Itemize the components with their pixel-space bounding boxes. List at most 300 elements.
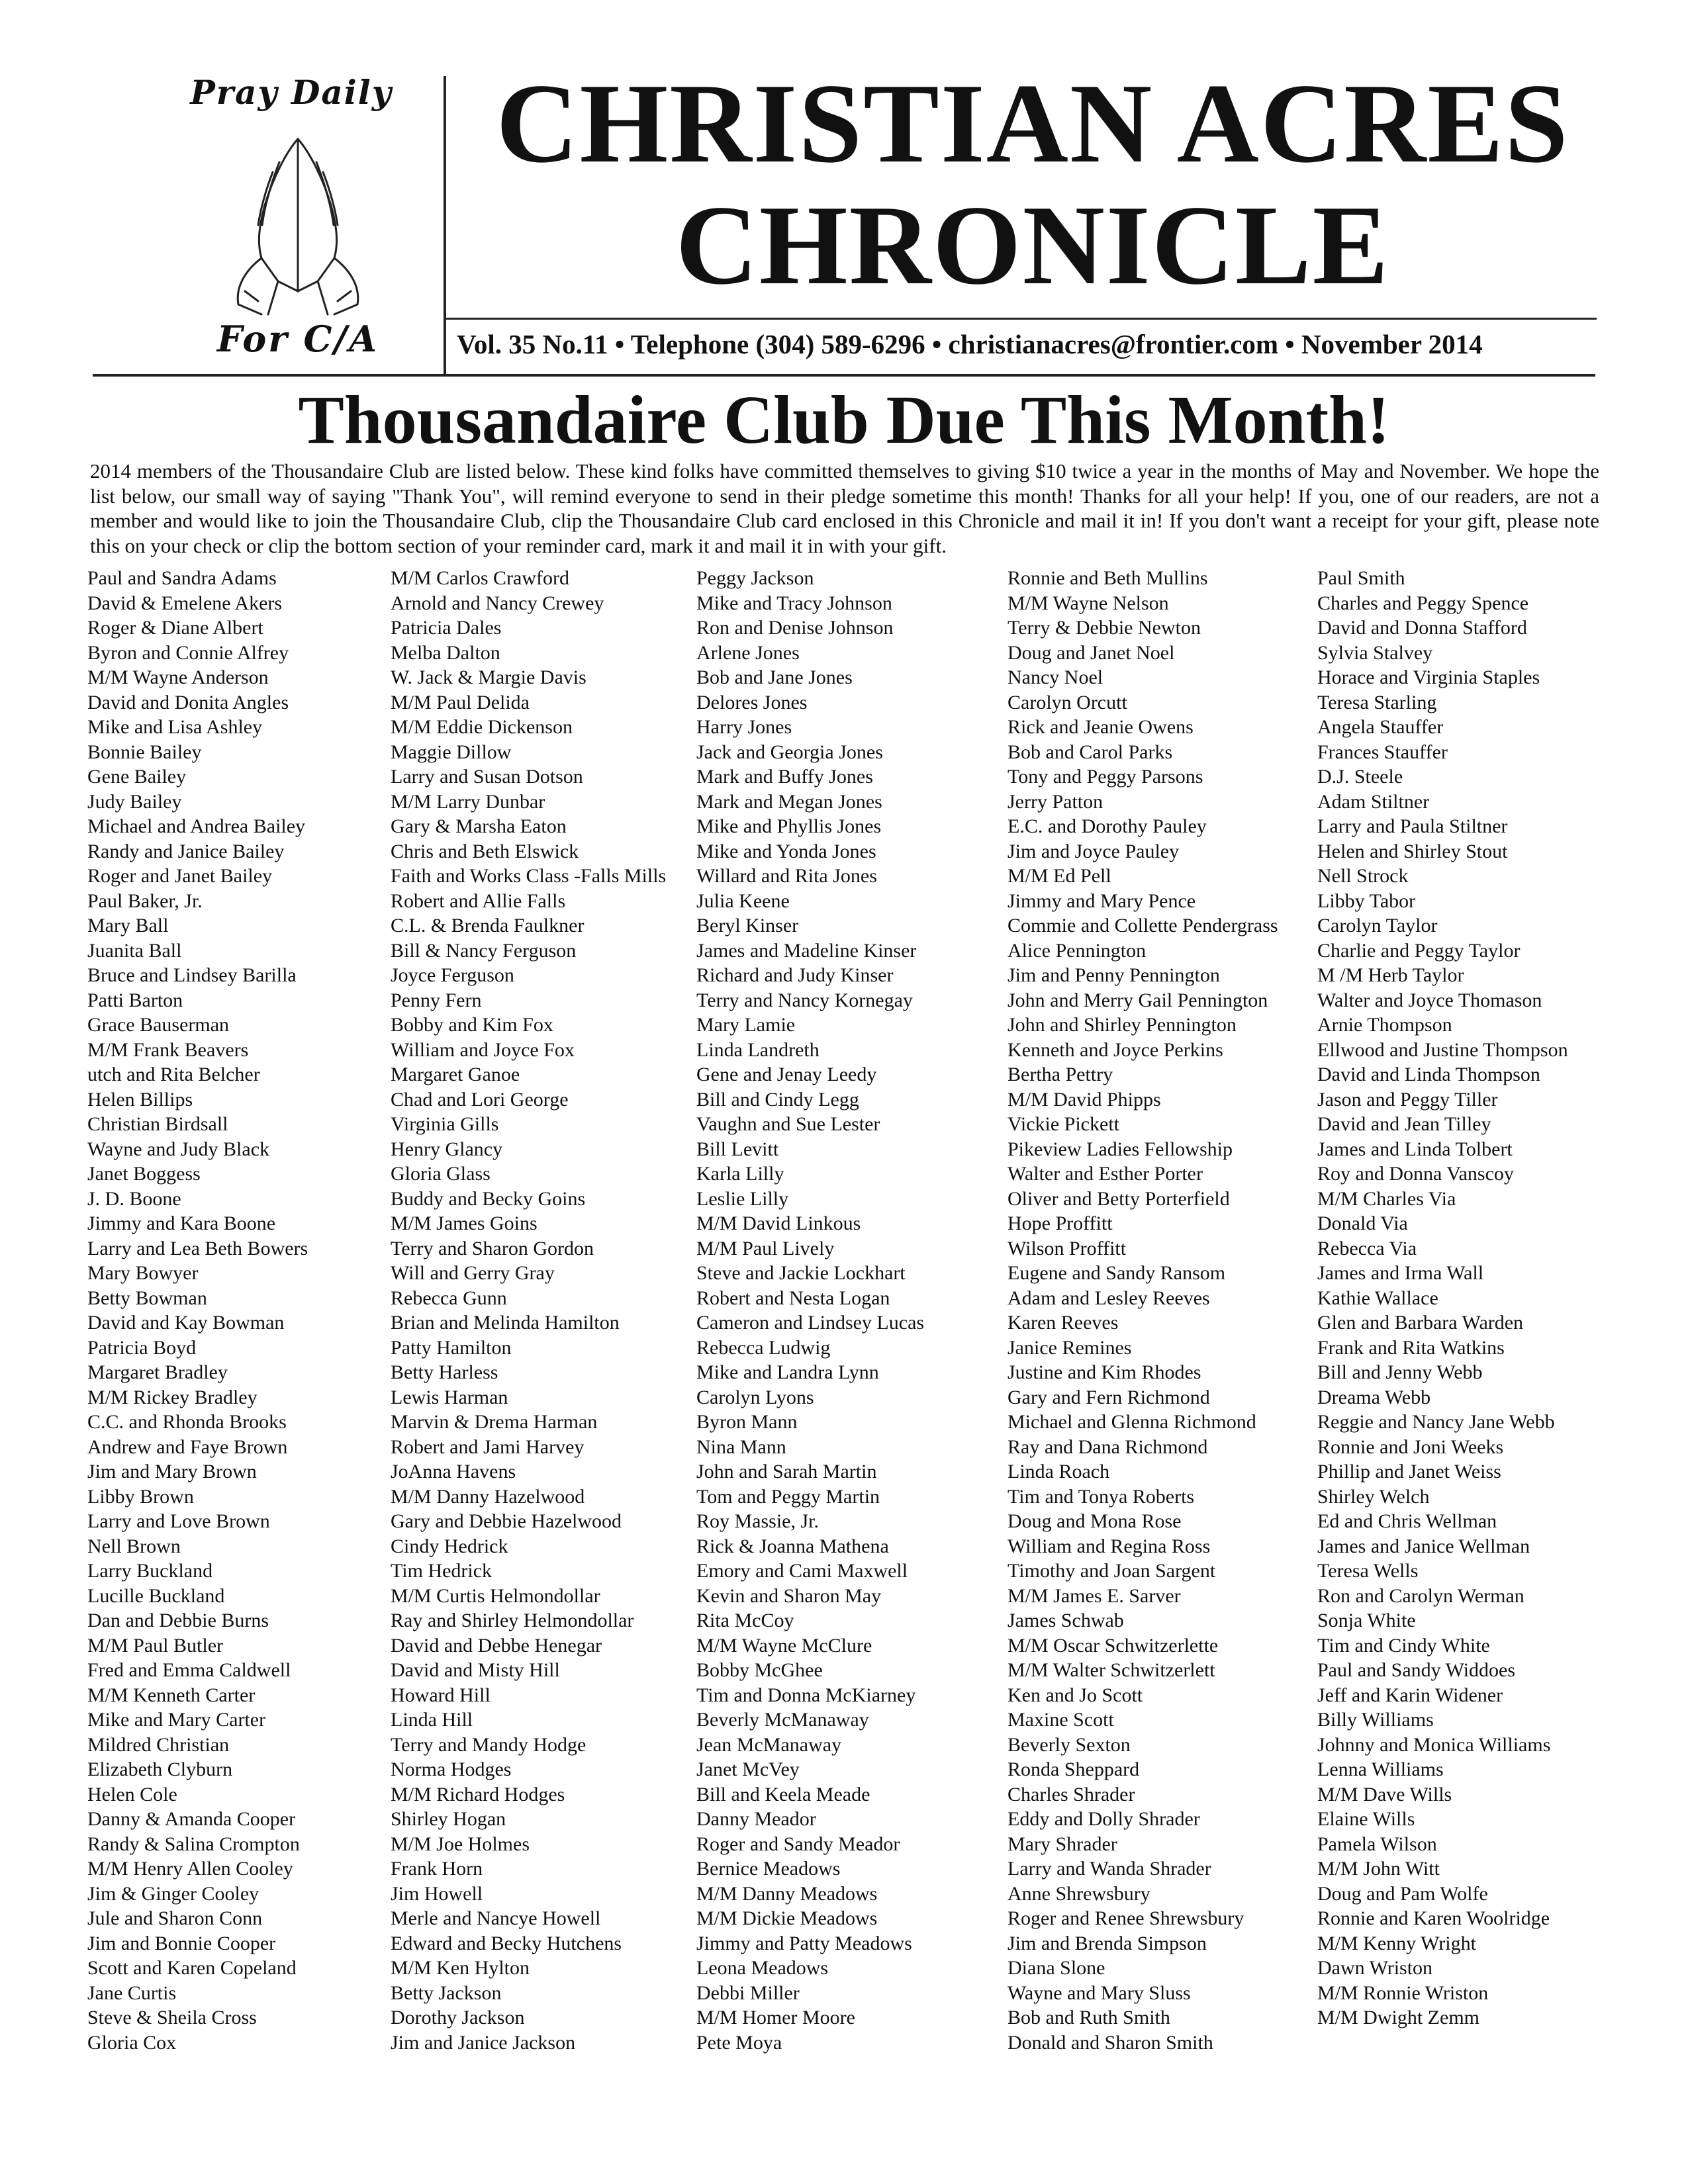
member-name: Jim and Bonnie Cooper (87, 1932, 276, 1954)
masthead-line-1: CHRISTIAN ACRES (496, 61, 1570, 187)
member-name: Nell Strock (1317, 865, 1409, 887)
member-name: M/M Henry Allen Cooley (87, 1858, 293, 1880)
member-name: M/M Wayne McClure (696, 1634, 872, 1657)
member-name: Maxine Scott (1008, 1709, 1114, 1731)
member-name: Karla Lilly (696, 1163, 784, 1185)
member-name: Mildred Christian (87, 1733, 230, 1756)
member-name: Edward and Becky Hutchens (391, 1932, 622, 1954)
member-name: James and Linda Tolbert (1317, 1138, 1513, 1160)
member-name: Larry and Susan Dotson (391, 766, 583, 788)
member-name: E.C. and Dorothy Pauley (1008, 815, 1207, 837)
header-divider (444, 76, 446, 374)
names-column-1 (87, 566, 379, 2055)
member-name: M/M Oscar Schwitzerlette (1008, 1634, 1219, 1657)
member-name: Larry and Paula Stiltner (1317, 815, 1508, 837)
member-name: Randy and Janice Bailey (87, 840, 285, 862)
member-name: Oliver and Betty Porterfield (1008, 1187, 1230, 1210)
member-name: Vickie Pickett (1008, 1113, 1119, 1135)
member-name: M/M Carlos Crawford (391, 567, 569, 589)
member-name: Bill & Nancy Ferguson (391, 939, 577, 962)
member-name: Frank and Rita Watkins (1317, 1336, 1505, 1359)
member-name: Leslie Lilly (696, 1187, 789, 1210)
member-name: Charles Shrader (1008, 1783, 1135, 1805)
names-column-5 (1317, 566, 1648, 2030)
member-name: Johnny and Monica Williams (1317, 1733, 1551, 1756)
member-name: Jim and Joyce Pauley (1008, 840, 1180, 862)
member-name: Beverly Sexton (1008, 1733, 1131, 1756)
member-name: M/M Larry Dunbar (391, 790, 545, 813)
member-name: Bill Levitt (696, 1138, 779, 1160)
member-name: Roger & Diane Albert (87, 617, 263, 639)
member-name: Rebecca Gunn (391, 1287, 507, 1309)
member-name: Helen Cole (87, 1783, 177, 1805)
member-name: John and Merry Gail Pennington (1008, 989, 1268, 1011)
member-name: Jeff and Karin Widener (1317, 1684, 1503, 1706)
member-name: Rebecca Via (1317, 1237, 1417, 1259)
member-name: David and Debbe Henegar (391, 1634, 602, 1657)
member-name: M/M David Linkous (696, 1212, 861, 1234)
member-name: Bill and Keela Meade (696, 1783, 870, 1805)
member-name: M/M Ken Hylton (391, 1957, 530, 1979)
member-name: Terry & Debbie Newton (1008, 617, 1201, 639)
member-name: Jim and Mary Brown (87, 1461, 257, 1482)
member-name: Linda Landreth (696, 1038, 820, 1061)
member-name: Jim and Brenda Simpson (1008, 1932, 1207, 1954)
member-name: Peggy Jackson (696, 567, 814, 589)
member-name: Faith and Works Class -Falls Mills (391, 865, 667, 887)
member-name: Betty Harless (391, 1361, 498, 1383)
member-name: Will and Gerry Gray (391, 1262, 555, 1284)
member-name: Cameron and Lindsey Lucas (696, 1312, 925, 1334)
member-name: Mike and Lisa Ashley (87, 716, 263, 738)
member-name: David and Misty Hill (391, 1659, 560, 1681)
member-name: Richard and Judy Kinser (696, 964, 894, 986)
member-name: Eugene and Sandy Ransom (1008, 1262, 1226, 1284)
member-name: Roger and Renee Shrewsbury (1008, 1907, 1244, 1929)
member-name: Rick & Joanna Mathena (696, 1535, 889, 1557)
member-name: David and Donna Stafford (1317, 617, 1527, 639)
member-name: James Schwab (1008, 1610, 1124, 1631)
member-name: Michael and Andrea Bailey (87, 815, 306, 837)
member-name: Larry and Wanda Shrader (1008, 1858, 1211, 1880)
issue-info (457, 328, 1602, 360)
member-name: Fred and Emma Caldwell (87, 1659, 291, 1681)
member-name: M/M Joe Holmes (391, 1833, 530, 1855)
member-name: Leona Meadows (696, 1957, 829, 1979)
member-name: Jimmy and Mary Pence (1008, 889, 1196, 912)
member-name: Mike and Tracy Johnson (696, 592, 892, 614)
member-name: Rick and Jeanie Owens (1008, 716, 1194, 738)
member-name: Rita McCoy (696, 1610, 794, 1631)
member-name: Betty Jackson (391, 1981, 502, 2004)
member-name: Gary and Debbie Hazelwood (391, 1510, 622, 1532)
member-name: Bob and Jane Jones (696, 666, 853, 688)
member-name: Tom and Peggy Martin (696, 1485, 880, 1508)
member-name: Dawn Wriston (1317, 1957, 1433, 1979)
member-name: Charlie and Peggy Taylor (1317, 939, 1521, 962)
member-name: Doug and Pam Wolfe (1317, 1882, 1488, 1905)
member-name: Pikeview Ladies Fellowship (1008, 1138, 1233, 1160)
member-name: Larry and Lea Beth Bowers (87, 1237, 308, 1259)
member-name: Teresa Wells (1317, 1560, 1419, 1582)
member-name: Bonnie Bailey (87, 741, 202, 763)
member-name: M/M Ronnie Wriston (1317, 1981, 1489, 2004)
member-name: Helen and Shirley Stout (1317, 840, 1508, 862)
member-name: Arnie Thompson (1317, 1014, 1452, 1036)
member-name: Linda Roach (1008, 1461, 1110, 1482)
member-name: Harry Jones (696, 716, 792, 738)
member-name: Walter and Joyce Thomason (1317, 989, 1542, 1011)
member-name: Glen and Barbara Warden (1317, 1312, 1524, 1334)
member-name: James and Janice Wellman (1317, 1535, 1530, 1557)
member-name: John and Sarah Martin (696, 1461, 877, 1482)
member-name: Paul Smith (1317, 567, 1405, 589)
separator: • (608, 329, 631, 359)
member-name: Walter and Esther Porter (1008, 1163, 1203, 1185)
member-name: Terry and Nancy Kornegay (696, 989, 913, 1011)
member-name: Lewis Harman (391, 1386, 508, 1408)
member-name: John and Shirley Pennington (1008, 1014, 1237, 1036)
intro-paragraph: 2014 members of the Thousandaire Club are listed below. These kind folks have committed themselves to giving $10 twice a year in the months of May and November. We hope the list below, our small way of saying "Thank You", will remind everyone to send in their pledge sometime this month! Thanks for all your help! If you, one of our readers, are not a member and would like to join the Thousandaire Club, clip the Thousandaire Club card enclosed in this Chronicle and mail it in! If you don't want a receipt for your gift, please note this on your check or clip the bottom section of your reminder card, mark it and mail it in with your gift. (90, 459, 1599, 557)
logo-top-text: Pray Daily (190, 73, 393, 112)
headline: Thousandaire Club Due This Month! (298, 382, 1390, 458)
member-name: Pete Moya (696, 2031, 782, 2054)
member-name: Janet McVey (696, 1758, 800, 1780)
member-name: Randy & Salina Crompton (87, 1833, 300, 1855)
member-name: Carolyn Taylor (1317, 915, 1438, 936)
member-name: David and Donita Angles (87, 691, 289, 713)
member-name: Linda Hill (391, 1709, 473, 1731)
member-name: M/M Wayne Anderson (87, 666, 269, 688)
member-name: Steve & Sheila Cross (87, 2007, 257, 2028)
member-name: Timothy and Joan Sargent (1008, 1560, 1216, 1582)
member-name: Rebecca Ludwig (696, 1336, 831, 1359)
member-name: M/M John Witt (1317, 1858, 1440, 1880)
separator: • (925, 329, 949, 359)
names-column-3 (696, 566, 994, 2055)
member-name: Tim and Tonya Roberts (1008, 1485, 1195, 1508)
member-name: Jimmy and Kara Boone (87, 1212, 276, 1234)
member-name: Mary Ball (87, 915, 169, 936)
member-name: Gary and Fern Richmond (1008, 1386, 1210, 1408)
member-name: Marvin & Drema Harman (391, 1411, 598, 1433)
member-name: M/M Walter Schwitzerlett (1008, 1659, 1215, 1681)
member-name: Jule and Sharon Conn (87, 1907, 263, 1929)
member-name: utch and Rita Belcher (87, 1064, 260, 1085)
member-name: M/M Kenneth Carter (87, 1684, 256, 1706)
member-name: Commie and Collette Pendergrass (1008, 915, 1278, 936)
member-name: Buddy and Becky Goins (391, 1187, 586, 1210)
member-name: Donald Via (1317, 1212, 1408, 1234)
member-name: Frances Stauffer (1317, 741, 1448, 763)
member-name: Elizabeth Clyburn (87, 1758, 233, 1780)
member-name: Larry and Love Brown (87, 1510, 270, 1532)
member-name: Nina Mann (696, 1435, 786, 1458)
member-name: Tim and Cindy White (1317, 1634, 1490, 1657)
member-name: Diana Slone (1008, 1957, 1105, 1979)
member-name: Patti Barton (87, 989, 183, 1011)
member-name: M/M Richard Hodges (391, 1783, 565, 1805)
member-name: Julia Keene (696, 889, 790, 912)
member-name: Alice Pennington (1008, 939, 1147, 962)
logo-bottom-text: For C/A (216, 318, 379, 360)
names-column-4 (1008, 566, 1305, 2055)
member-name: M/M Dave Wills (1317, 1783, 1452, 1805)
member-name: Mike and Yonda Jones (696, 840, 876, 862)
member-name: Ken and Jo Scott (1008, 1684, 1143, 1706)
member-name: Merle and Nancye Howell (391, 1907, 601, 1929)
member-name: Patricia Dales (391, 617, 502, 639)
separator: • (1278, 329, 1301, 359)
member-name: Penny Fern (391, 989, 482, 1011)
member-name: Janet Boggess (87, 1163, 201, 1185)
member-name: Phillip and Janet Weiss (1317, 1461, 1501, 1482)
member-name: Adam Stiltner (1317, 790, 1430, 813)
member-name: Roger and Sandy Meador (696, 1833, 900, 1855)
member-name: Emory and Cami Maxwell (696, 1560, 908, 1582)
member-name: Shirley Hogan (391, 1808, 506, 1830)
member-name: Jim and Penny Pennington (1008, 964, 1220, 986)
member-name: Jean McManaway (696, 1733, 842, 1756)
member-name: Bill and Cindy Legg (696, 1088, 859, 1111)
member-name: Kevin and Sharon May (696, 1584, 882, 1607)
member-name: Judy Bailey (87, 790, 182, 813)
volume: Vol. 35 No.11 (457, 329, 608, 359)
member-name: Hope Proffitt (1008, 1212, 1113, 1234)
member-name: Bruce and Lindsey Barilla (87, 964, 297, 986)
member-name: Ray and Dana Richmond (1008, 1435, 1208, 1458)
member-name: Dorothy Jackson (391, 2007, 525, 2028)
member-name: David and Jean Tilley (1317, 1113, 1491, 1135)
member-name: Betty Bowman (87, 1287, 207, 1309)
member-name: Janice Remines (1008, 1336, 1132, 1359)
member-name: Chris and Beth Elswick (391, 840, 579, 862)
member-name: Bob and Carol Parks (1008, 741, 1173, 763)
member-name: Carolyn Lyons (696, 1386, 814, 1408)
member-name: Bernice Meadows (696, 1858, 841, 1880)
member-name: Dan and Debbie Burns (87, 1610, 269, 1631)
member-name: David and Kay Bowman (87, 1312, 285, 1334)
member-name: Billy Williams (1317, 1709, 1434, 1731)
member-name: Andrew and Faye Brown (87, 1435, 288, 1458)
member-name: Bertha Pettry (1008, 1064, 1113, 1085)
member-name: Bobby and Kim Fox (391, 1014, 553, 1036)
telephone: Telephone (304) 589-6296 (630, 329, 925, 359)
member-name: Karen Reeves (1008, 1312, 1119, 1334)
issue-date: November 2014 (1301, 329, 1483, 359)
masthead-line-2: CHRONICLE (675, 183, 1390, 308)
member-name: Bill and Jenny Webb (1317, 1361, 1483, 1383)
member-name: Shirley Welch (1317, 1485, 1430, 1508)
member-name: M/M Curtis Helmondollar (391, 1584, 600, 1607)
member-name: Ellwood and Justine Thompson (1317, 1038, 1568, 1061)
member-name: JoAnna Havens (391, 1461, 516, 1482)
member-name: Dreama Webb (1317, 1386, 1431, 1408)
names-column-2 (391, 566, 682, 2055)
member-name: M/M Dickie Meadows (696, 1907, 878, 1929)
member-name: Kenneth and Joyce Perkins (1008, 1038, 1223, 1061)
member-name: Roy Massie, Jr. (696, 1510, 820, 1532)
member-name: Gene Bailey (87, 766, 187, 788)
member-name: D.J. Steele (1317, 766, 1403, 788)
praying-hands-icon (199, 126, 397, 324)
member-name: Justine and Kim Rhodes (1008, 1361, 1201, 1383)
member-name: Ed and Chris Wellman (1317, 1510, 1497, 1532)
member-name: M/M Frank Beavers (87, 1038, 249, 1061)
member-name: Mary Bowyer (87, 1262, 199, 1284)
member-name: Terry and Mandy Hodge (391, 1733, 586, 1756)
member-name: M/M James Goins (391, 1212, 538, 1234)
member-name: Anne Shrewsbury (1008, 1882, 1150, 1905)
member-name: Eddy and Dolly Shrader (1008, 1808, 1200, 1830)
member-name: Tony and Peggy Parsons (1008, 766, 1203, 788)
member-name: Henry Glancy (391, 1138, 503, 1160)
member-name: Paul and Sandra Adams (87, 567, 277, 589)
member-name: Gary & Marsha Eaton (391, 815, 567, 837)
member-name: Wayne and Judy Black (87, 1138, 270, 1160)
member-name: Chad and Lori George (391, 1088, 569, 1111)
member-name: Paul and Sandy Widdoes (1317, 1659, 1516, 1681)
member-name: Ronnie and Beth Mullins (1008, 567, 1208, 589)
member-name: Mark and Buffy Jones (696, 766, 873, 788)
member-name: Mike and Landra Lynn (696, 1361, 879, 1383)
member-name: Adam and Lesley Reeves (1008, 1287, 1210, 1309)
member-name: Arnold and Nancy Crewey (391, 592, 604, 614)
member-name: Norma Hodges (391, 1758, 512, 1780)
member-name: Arlene Jones (696, 641, 800, 664)
member-name: Gloria Glass (391, 1163, 491, 1185)
member-name: Danny & Amanda Cooper (87, 1808, 296, 1830)
member-name: Mike and Mary Carter (87, 1709, 266, 1731)
member-name: M/M Kenny Wright (1317, 1932, 1476, 1954)
member-name: Byron and Connie Alfrey (87, 641, 289, 664)
member-name: Jason and Peggy Tiller (1317, 1088, 1498, 1111)
member-name: Wilson Proffitt (1008, 1237, 1127, 1259)
logo (132, 66, 437, 377)
member-name: Pamela Wilson (1317, 1833, 1437, 1855)
member-name: Doug and Janet Noel (1008, 641, 1175, 664)
member-name: Beverly McManaway (696, 1709, 869, 1731)
member-name: M/M Danny Hazelwood (391, 1485, 585, 1508)
member-name: Juanita Ball (87, 939, 182, 962)
member-name: M/M David Phipps (1008, 1088, 1161, 1111)
masthead-rule (445, 318, 1597, 320)
member-name: Roy and Donna Vanscoy (1317, 1163, 1514, 1185)
member-name: James and Irma Wall (1317, 1262, 1484, 1284)
member-name: Michael and Glenna Richmond (1008, 1411, 1256, 1433)
masthead (463, 63, 1602, 306)
member-name: M/M Dwight Zemm (1317, 2007, 1479, 2028)
member-name: Gloria Cox (87, 2031, 177, 2054)
member-name: Jack and Georgia Jones (696, 741, 883, 763)
member-name: Mary Lamie (696, 1014, 796, 1036)
member-name: M/M Paul Delida (391, 691, 530, 713)
member-name: Tim Hedrick (391, 1560, 492, 1582)
member-name: Ray and Shirley Helmondollar (391, 1610, 634, 1631)
member-name: Libby Brown (87, 1485, 194, 1508)
member-name: Lenna Williams (1317, 1758, 1444, 1780)
member-name: Wayne and Mary Sluss (1008, 1981, 1191, 2004)
email: christianacres@frontier.com (948, 329, 1279, 359)
member-name: Nell Brown (87, 1535, 181, 1557)
member-name: Beryl Kinser (696, 915, 799, 936)
member-name: Helen Billips (87, 1088, 193, 1111)
member-name: M/M Eddie Dickenson (391, 716, 573, 738)
member-name: David & Emelene Akers (87, 592, 283, 614)
member-name: Jerry Patton (1008, 790, 1103, 813)
member-name: Margaret Ganoe (391, 1064, 520, 1085)
member-name: Debbi Miller (696, 1981, 800, 2004)
member-name: M/M Wayne Nelson (1008, 592, 1169, 614)
member-name: M/M James E. Sarver (1008, 1584, 1181, 1607)
member-name: Brian and Melinda Hamilton (391, 1312, 620, 1334)
member-name: Patricia Boyd (87, 1336, 197, 1359)
member-name: Bobby McGhee (696, 1659, 823, 1681)
member-name: M/M Rickey Bradley (87, 1386, 258, 1408)
member-name: Cindy Hedrick (391, 1535, 508, 1557)
member-name: Tim and Donna McKiarney (696, 1684, 916, 1706)
member-name: Robert and Jami Harvey (391, 1435, 585, 1458)
member-name: Ron and Denise Johnson (696, 617, 894, 639)
member-name: Jim & Ginger Cooley (87, 1882, 259, 1905)
member-name: Teresa Starling (1317, 691, 1437, 713)
member-name: Charles and Peggy Spence (1317, 592, 1529, 614)
member-name: Jim and Janice Jackson (391, 2031, 576, 2054)
member-name: Grace Bauserman (87, 1014, 230, 1036)
member-name: Ronnie and Joni Weeks (1317, 1435, 1504, 1458)
member-name: Ronda Sheppard (1008, 1758, 1140, 1780)
member-name: Carolyn Orcutt (1008, 691, 1127, 713)
member-name: Doug and Mona Rose (1008, 1510, 1182, 1532)
member-name: J. D. Boone (87, 1187, 181, 1210)
member-name: Elaine Wills (1317, 1808, 1415, 1830)
member-name: Maggie Dillow (391, 741, 512, 763)
member-name: James and Madeline Kinser (696, 939, 917, 962)
member-name: Libby Tabor (1317, 889, 1416, 912)
member-name: Angela Stauffer (1317, 716, 1444, 738)
member-name: Larry Buckland (87, 1560, 213, 1582)
member-name: W. Jack & Margie Davis (391, 666, 586, 688)
member-name: Ronnie and Karen Woolridge (1317, 1907, 1550, 1929)
member-name: Mike and Phyllis Jones (696, 815, 882, 837)
member-name: Virginia Gills (391, 1113, 499, 1135)
member-name: Kathie Wallace (1317, 1287, 1438, 1309)
member-name: M/M Paul Lively (696, 1237, 835, 1259)
member-name: Margaret Bradley (87, 1361, 228, 1383)
member-name: C.L. & Brenda Faulkner (391, 915, 585, 936)
member-name: Horace and Virginia Staples (1317, 666, 1540, 688)
member-name: Sylvia Stalvey (1317, 641, 1433, 664)
member-name: Jimmy and Patty Meadows (696, 1932, 912, 1954)
member-name: Christian Birdsall (87, 1113, 228, 1135)
member-name: William and Regina Ross (1008, 1535, 1211, 1557)
member-name: M/M Paul Butler (87, 1634, 224, 1657)
member-name: Byron Mann (696, 1411, 798, 1433)
member-name: Paul Baker, Jr. (87, 889, 203, 912)
member-name: M /M Herb Taylor (1317, 964, 1464, 986)
member-name: Robert and Allie Falls (391, 889, 566, 912)
member-name: Terry and Sharon Gordon (391, 1237, 594, 1259)
member-name: M/M Homer Moore (696, 2007, 855, 2028)
member-name: Joyce Ferguson (391, 964, 514, 986)
member-name: Steve and Jackie Lockhart (696, 1262, 906, 1284)
member-name: Jim Howell (391, 1882, 483, 1905)
member-name: Nancy Noel (1008, 666, 1103, 688)
member-name: Patty Hamilton (391, 1336, 512, 1359)
member-name: Danny Meador (696, 1808, 816, 1830)
member-name: M/M Ed Pell (1008, 865, 1111, 887)
member-name: M/M Danny Meadows (696, 1882, 878, 1905)
